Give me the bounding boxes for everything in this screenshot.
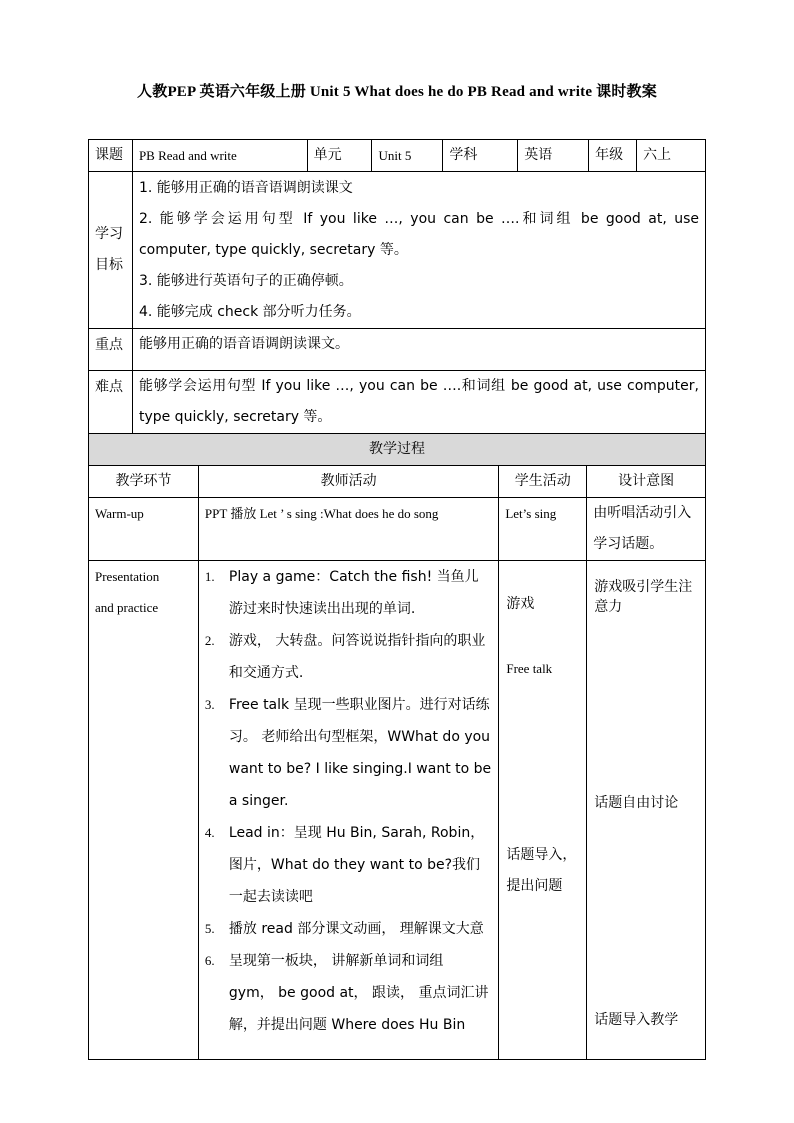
student-activity: Free talk [506, 661, 553, 676]
subject-label: 学科 [443, 140, 518, 172]
column-intent: 设计意图 [587, 466, 706, 498]
key-point-text: 能够用正确的语音语调朗读课文。 [132, 329, 705, 371]
design-intent: 话题导入教学 [594, 1012, 679, 1028]
student-activity: 话题导入， [506, 847, 577, 863]
grade-label: 年级 [589, 140, 637, 172]
difficult-point-label: 难点 [89, 371, 133, 435]
objective-item: 3. 能够进行英语句子的正确停顿。 [138, 273, 353, 289]
warmup-stage: Warm-up [89, 498, 199, 561]
student-activity: 提出问题 [506, 878, 563, 894]
presentation-teacher [198, 561, 498, 1060]
step-item: 5. 播放 read 部分课文动画， 理解课文大意 [204, 921, 484, 937]
process-header: 教学过程 [89, 434, 706, 466]
design-intent: 游戏吸引学生注意力 [594, 579, 693, 615]
topic-label: 课题 [89, 140, 133, 172]
student-activity: 游戏 [506, 596, 535, 612]
difficult-point-text: 能够学会运用句型 If you like …, you can be ….和词组 be good at, use computer, type quickly, secretary 等。 [132, 371, 705, 435]
grade-value: 六上 [637, 140, 706, 172]
teacher-steps [205, 561, 492, 1041]
step-item: 4. Lead in：呈现 Hu Bin, Sarah, Robin，图片，What do they want to be?我们一起去读读吧 [204, 825, 485, 905]
presentation-student [499, 561, 587, 1060]
step-item: 3. Free talk 呈现一些职业图片。进行对话练习。 老师给出句型框架，WWhat do you want to be? I like singing.I want to be a singer. [204, 697, 492, 809]
document-title: 人教PEP 英语六年级上册 Unit 5 What does he do PB Read and write 课时教案 [137, 84, 657, 100]
warmup-intent: 由听唱活动引入学习话题。 [587, 498, 706, 561]
presentation-intent [587, 561, 706, 1060]
lesson-info-table [88, 139, 706, 435]
objective-item: 4. 能够完成 check 部分听力任务。 [138, 304, 361, 320]
warmup-teacher: PPT 播放 Let ’ s sing :What does he do song [198, 498, 498, 561]
step-item: 6. 呈现第一板块， 讲解新单词和词组 gym， be good at， 跟读， 重点词汇讲解，并提出问题 Where does Hu Bin [204, 953, 489, 1033]
design-intent: 话题自由讨论 [594, 795, 679, 811]
teaching-process-table [88, 433, 706, 1060]
unit-label: 单元 [307, 140, 372, 172]
topic-value: PB Read and write [132, 140, 307, 172]
subject-value: 英语 [518, 140, 589, 172]
objectives-content [132, 172, 705, 329]
column-student: 学生活动 [499, 466, 587, 498]
column-teacher: 教师活动 [198, 466, 498, 498]
unit-value: Unit 5 [372, 140, 443, 172]
objectives-label: 学习 目标 [89, 172, 133, 329]
objective-item: 1. 能够用正确的语音语调朗读课文 [138, 180, 353, 196]
warmup-student: Let’s sing [499, 498, 587, 561]
column-stage: 教学环节 [89, 466, 199, 498]
objective-item: 2. 能够学会运用句型 If you like …, you can be ….和词组 be good at, use computer, type quickly, secretary 等。 [138, 211, 699, 258]
key-point-label: 重点 [89, 329, 133, 371]
step-item: 1. Play a game：Catch the fish! 当鱼儿游过来时快速读出出现的单词. [204, 569, 479, 617]
presentation-stage: Presentation and practice [89, 561, 199, 1060]
step-item: 2. 游戏， 大转盘。问答说说指针指向的职业和交通方式. [204, 633, 486, 681]
